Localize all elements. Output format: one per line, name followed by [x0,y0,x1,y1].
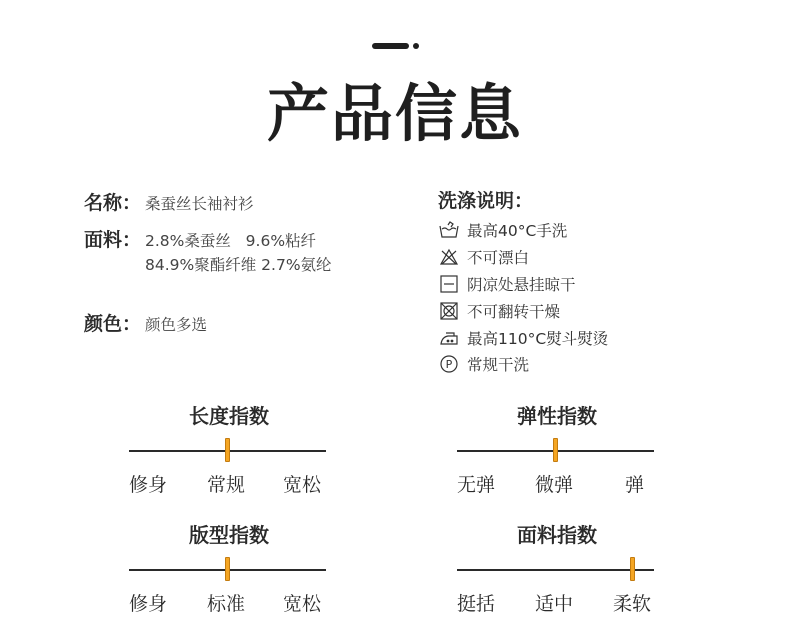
gauge-option: 弹 [625,474,645,496]
washing-item: 不可漂白 [438,244,608,271]
gauge-option: 修身 [129,474,168,496]
name-value: 桑蚕丝长袖衬衫 [145,195,254,213]
fit-gauge [129,519,329,619]
washing-list [438,217,608,378]
dry-clean-p-icon [438,354,460,374]
gauge-title: 长度指数 [189,404,269,428]
no-tumble-dry-icon [438,301,460,321]
gauge-option: 柔软 [613,593,652,615]
gauge-option: 常规 [207,474,246,496]
gauge-option: 宽松 [283,593,322,615]
gauge-option: 微弹 [535,474,574,496]
color-label: 颜色： [84,313,142,335]
title-decoration-bar [372,43,409,49]
fabric-gauge [457,519,657,619]
length-gauge [129,400,329,500]
svg-text:P: P [445,358,453,372]
gauge-option: 标准 [207,593,246,615]
iron-icon [438,328,460,348]
gauge-marker [553,438,558,462]
gauge-marker [225,557,230,581]
washing-item: P 常规干洗 [438,351,608,378]
gauge-title: 面料指数 [517,523,597,547]
gauge-marker [225,438,230,462]
color-row [84,309,207,337]
gauge-marker [630,557,635,581]
gauge-scale-line [457,569,654,571]
gauge-title: 弹性指数 [517,404,597,428]
name-row [84,188,254,216]
washing-item: 最高40°C手洗 [438,217,608,244]
name-label: 名称： [84,192,142,214]
washing-title: 洗涤说明： [438,190,534,212]
gauge-option: 修身 [129,593,168,615]
washing-item: 阴凉处悬挂晾干 [438,271,608,298]
color-value: 颜色多选 [145,316,208,334]
elasticity-gauge [457,400,657,500]
fabric-value [145,229,332,277]
washing-item: 最高110°C熨斗熨烫 [438,324,608,351]
fabric-value-line1: 2.8%桑蚕丝 9.6%粘纤 [145,232,317,250]
fabric-row [84,225,332,277]
fabric-label: 面料： [84,229,142,251]
section-title: 产品信息 [266,77,523,150]
gauge-option: 宽松 [283,474,322,496]
line-dry-shade-icon [438,274,460,294]
gauge-option: 挺括 [457,593,496,615]
washing-item: 不可翻转干燥 [438,297,608,324]
title-decoration-dot [413,43,419,49]
fabric-value-line2: 84.9%聚酯纤维 2.7%氨纶 [145,256,332,274]
gauge-option: 无弹 [457,474,496,496]
gauge-option: 适中 [535,593,574,615]
hand-wash-icon [438,220,460,240]
gauge-title: 版型指数 [189,523,269,547]
no-bleach-icon [438,247,460,267]
